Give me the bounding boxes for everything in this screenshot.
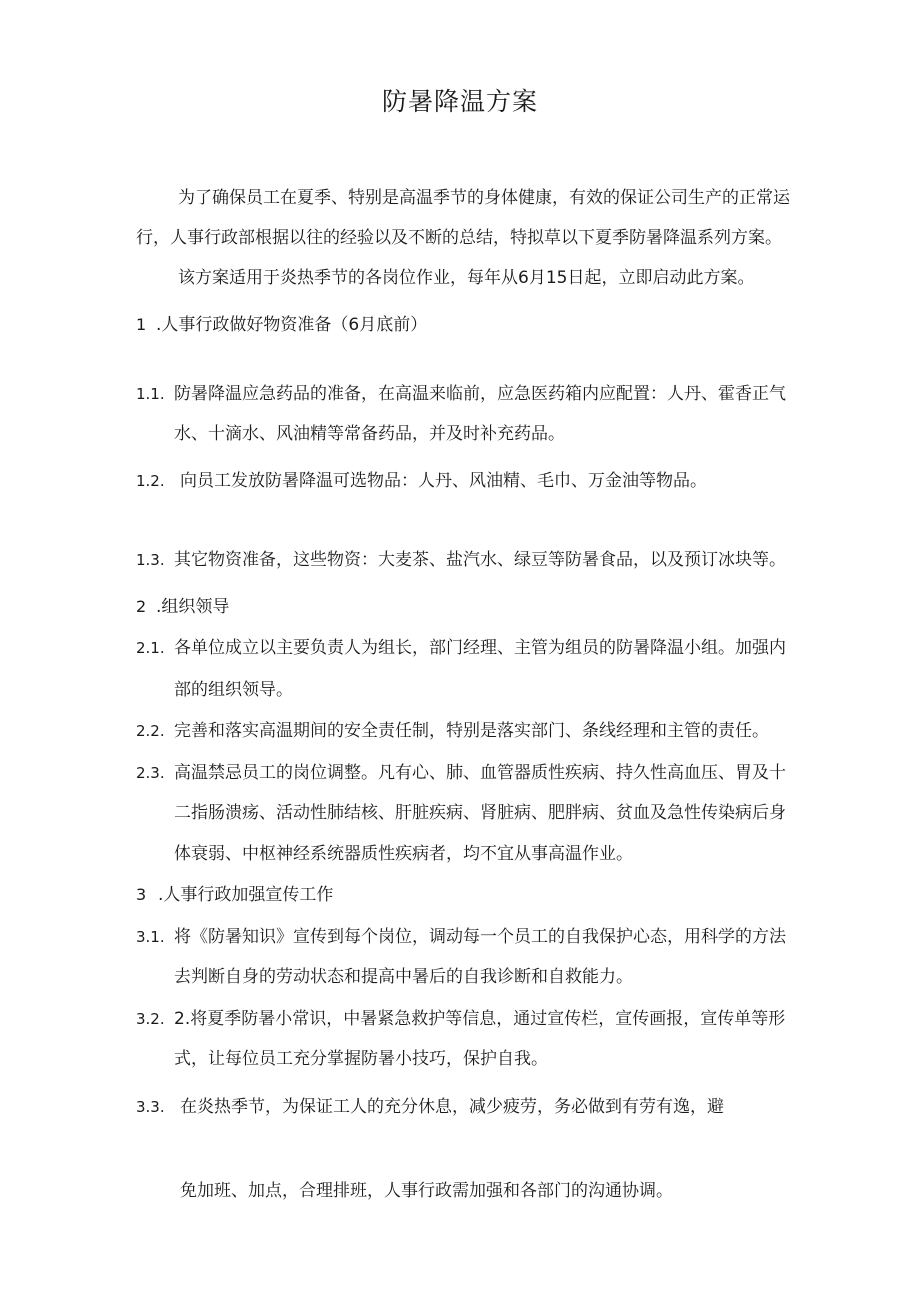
item-1-1-line-1: 防暑降温应急药品的准备，在高温来临前，应急医药箱内应配置：人丹、霍香正气 — [174, 384, 786, 404]
intro-paragraph-2: 该方案适用于炎热季节的各岗位作业，每年从6月15日起，立即启动此方案。 — [178, 268, 755, 288]
item-2-2-line-1: 完善和落实高温期间的安全责任制，特别是落实部门、条线经理和主管的责任。 — [174, 721, 769, 741]
item-3-3-number: 3.3. — [136, 1098, 165, 1116]
section-2-heading: .组织领导 — [156, 597, 230, 617]
item-2-1-line-2: 部的组织领导。 — [174, 680, 293, 700]
item-3-2-line-2: 式，让每位员工充分掌握防暑小技巧，保护自我。 — [174, 1049, 548, 1069]
item-1-2-line-1: 向员工发放防暑降温可选物品：人丹、风油精、毛巾、万金油等物品。 — [180, 471, 707, 491]
item-2-3-line-1: 高温禁忌员工的岗位调整。凡有心、肺、血管器质性疾病、持久性高血压、胃及十 — [174, 763, 786, 783]
item-2-1-line-1: 各单位成立以主要负责人为组长，部门经理、主管为组员的防暑降温小组。加强内 — [174, 638, 786, 658]
item-1-2-number: 1.2. — [136, 472, 165, 490]
section-1-number: 1 — [136, 315, 147, 334]
section-3-heading: .人事行政加强宣传工作 — [158, 885, 334, 905]
section-3-number: 3 — [136, 885, 147, 904]
item-1-3-line-1: 其它物资准备，这些物资：大麦茶、盐汽水、绿豆等防暑食品，以及预订冰块等。 — [174, 550, 786, 570]
item-3-3-line-2: 免加班、加点，合理排班，人事行政需加强和各部门的沟通协调。 — [180, 1181, 673, 1201]
item-1-1-line-2: 水、十滴水、风油精等常备药品，并及时补充药品。 — [174, 424, 565, 444]
item-2-1-number: 2.1. — [136, 639, 165, 657]
section-1-heading: .人事行政做好物资准备（6月底前） — [156, 315, 428, 335]
item-3-2-line-1: 2.将夏季防暑小常识，中暑紧急救护等信息，通过宣传栏，宣传画报，宣传单等形 — [174, 1009, 786, 1029]
intro-paragraph-1-line-1: 为了确保员工在夏季、特别是高温季节的身体健康，有效的保证公司生产的正常运 — [178, 188, 790, 208]
item-2-3-line-3: 体衰弱、中枢神经系统器质性疾病者，均不宜从事高温作业。 — [174, 844, 633, 864]
item-2-3-number: 2.3. — [136, 764, 165, 782]
item-3-2-number: 3.2. — [136, 1010, 165, 1028]
item-1-3-number: 1.3. — [136, 551, 165, 569]
item-3-3-line-1: 在炎热季节，为保证工人的充分休息，减少疲劳，务必做到有劳有逸，避 — [180, 1097, 724, 1117]
item-2-3-line-2: 二指肠溃疡、活动性肺结核、肝脏疾病、肾脏病、肥胖病、贫血及急性传染病后身 — [174, 803, 786, 823]
document-title: 防暑降温方案 — [381, 87, 538, 116]
section-2-number: 2 — [136, 597, 147, 616]
item-3-1-line-2: 去判断自身的劳动状态和提高中暑后的自我诊断和自救能力。 — [174, 967, 633, 987]
intro-paragraph-1-line-2: 行，人事行政部根据以往的经验以及不断的总结，特拟草以下夏季防暑降温系列方案。 — [136, 228, 782, 248]
item-3-1-number: 3.1. — [136, 928, 165, 946]
item-2-2-number: 2.2. — [136, 722, 165, 740]
item-1-1-number: 1.1. — [136, 385, 165, 403]
item-3-1-line-1: 将《防暑知识》宣传到每个岗位，调动每一个员工的自我保护心态，用科学的方法 — [174, 927, 786, 947]
